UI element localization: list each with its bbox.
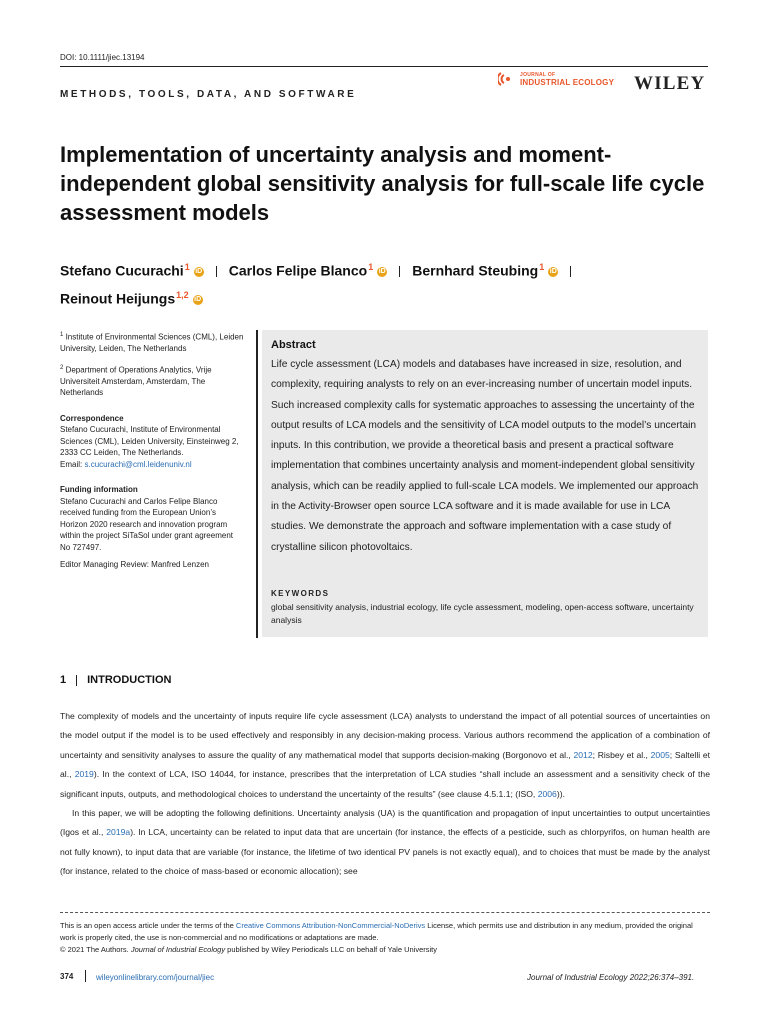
citation-link[interactable]: 2006 [537,788,557,799]
correspondence-heading: Correspondence [60,413,124,423]
page-number: 374 [60,972,74,981]
funding-text: Stefano Cucurachi and Carlos Felipe Blanco received funding from the European Union’s Horizon 2020 research and innovation program within the project SiTaSol under grant agreement No 727497. [60,496,233,552]
citation-link[interactable]: 2019 [74,769,94,780]
citation-link[interactable]: 2005 [650,749,670,760]
affiliation-number: 1 [60,332,64,338]
article-info-column [60,330,245,579]
author-affiliation: 1 [368,262,374,272]
section-title: INTRODUCTION [87,674,172,686]
footnote-divider [60,912,710,913]
page-title: Implementation of uncertainty analysis and moment-independent global sensitivity analysis for full-scale life cycle assessment models [60,142,705,225]
paragraph: The complexity of models and the uncertainty of inputs require life cycle assessment (LCA) analysts to understand the impact of all potential sources of uncertainties on the model output if the model is to be used effectively and responsibly in any decision-making process. Various authors recommend the application of a combination of uncertainty and sensitivity analyses to assure the quality of any mathematical model that supports decision-making (Borgonovo et al., 2012; Risbey et al., 2005; Saltelli et al., 2019). In the context of LCA, ISO 14044, for instance, prescribes that the interpretation of LCA studies “shall include an assessment and a sensitivity check of the significant inputs, outputs, and methodological choices to understand the uncertainty of the results” (see clause 4.5.1.1; (ISO, 2006)). [60,711,710,799]
email-link[interactable]: s.cucurachi@cml.leidenuniv.nl [84,459,192,469]
author-separator [216,266,217,277]
abstract-heading: Abstract [271,339,316,351]
author-list [60,255,680,310]
section-heading-bar [76,675,77,686]
author-name[interactable]: Stefano Cucurachi [60,262,184,279]
journal-logo-big: INDUSTRIAL ECOLOGY [520,78,615,87]
citation-link[interactable]: 2012 [573,749,593,760]
email-label: Email: [60,459,83,469]
journal-logo-small: JOURNAL OF [520,72,556,78]
author-affiliation: 1,2 [176,289,189,300]
footer-separator [85,970,86,982]
doi: DOI: 10.1111/jiec.13194 [60,53,145,62]
author-name[interactable]: Bernhard Steubing [412,262,539,279]
affiliation-text: Institute of Environmental Sciences (CML), Leiden University, Leiden, The Netherlands [60,332,244,354]
author-affiliation: 1 [539,262,545,272]
paragraph: In this paper, we will be adopting the following definitions. Uncertainty analysis (UA) is the quantification and propagation of input uncertainties to output uncertainties (Igos et al., 2019a). In LCA, uncertainty can be related to input data that are uncertain (for instance, the effects of a pesticide, such as chlorpyrifos, on human health are not fully known), to input data that are variable (for instance, the lifetime of two identical PV panels is not exactly equal), and to choices that must be made by the analyst (for instance, related to the choice of mass-based or economic allocation); see [60,808,710,877]
orcid-icon[interactable]: iD [378,267,386,275]
author-affiliation: 1 [184,262,190,272]
affiliation-item [60,363,245,399]
journal-site-link[interactable]: wileyonlinelibrary.com/journal/jiec [96,973,215,982]
journal-reference: Journal of Industrial Ecology 2022;26:374–391. [527,973,695,982]
publisher-logo[interactable]: WILEY [634,73,706,94]
author-separator [570,266,571,277]
journal-name: Journal of Industrial Ecology [130,945,226,954]
citation-link[interactable]: 2019a [106,827,131,838]
abstract-text: Life cycle assessment (LCA) models and databases have increased in size, resolution, and complexity, requiring analysts to rely on an ever-increasing number of uncertain model inputs. Such increased complexity calls for systematic approaches to assessing the uncertainty of the output results of LCA models and the sensitivity of LCA model outputs to the model’s uncertain inputs. In this contribution, we provide a theoretical basis and present a practical software implementation that combines uncertainty analysis and moment-independent global sensitivity analysis, which can be readily applied to full-scale LCA models. We implemented our approach in the Activity-Browser open source LCA software and it is made available for use in LCA studies. We demonstrate the approach and software implementation with a case study of crystalline silicon photovoltaics. [271,359,699,553]
orcid-icon[interactable]: iD [194,295,202,303]
license-link[interactable]: Creative Commons Attribution-NonCommercial-NoDerivs [235,921,426,930]
section-label: METHODS, TOOLS, DATA, AND SOFTWARE [60,89,357,100]
license-footnote: This is an open access article under the terms of the Creative Commons Attribution-NonCommercial-NoDerivs License, which permits use and distribution in any medium, provided the original work is properly cited, the use is non-commercial and no modifications or adaptations are made. © 2021 The Authors. Journal of Industrial Ecology published by Wiley Periodicals LLC on behalf of Yale University [60,921,693,954]
funding-heading: Funding information [60,485,138,495]
journal-logo-icon [498,70,516,88]
affiliation-text: Department of Operations Analytics, Vrije Universiteit Amsterdam, Amsterdam, The Netherlands [60,365,212,398]
affiliation-item [60,330,245,355]
orcid-icon[interactable]: iD [195,267,203,275]
affiliation-number: 2 [60,364,64,371]
section-heading [60,674,171,686]
author-name[interactable]: Reinout Heijungs [60,290,176,307]
orcid-icon[interactable]: iD [549,267,557,275]
body-text [60,707,710,882]
column-divider [256,330,258,638]
correspondence-text: Stefano Cucurachi, Institute of Environmental Sciences (CML), Leiden University, Einsteinweg 2, 2333 CC Leiden, The Netherlands. [60,425,239,458]
section-number: 1 [60,674,67,686]
author-separator [399,266,400,277]
journal-logo[interactable] [498,70,614,88]
author-name[interactable]: Carlos Felipe Blanco [228,262,368,279]
header-rule [60,66,708,67]
editor-note: Editor Managing Review: Manfred Lenzen [60,560,209,570]
keywords-text: global sensitivity analysis, industrial ecology, life cycle assessment, modeling, open-access software, uncertainty analysis [271,602,694,625]
keywords-heading: KEYWORDS [271,589,330,598]
